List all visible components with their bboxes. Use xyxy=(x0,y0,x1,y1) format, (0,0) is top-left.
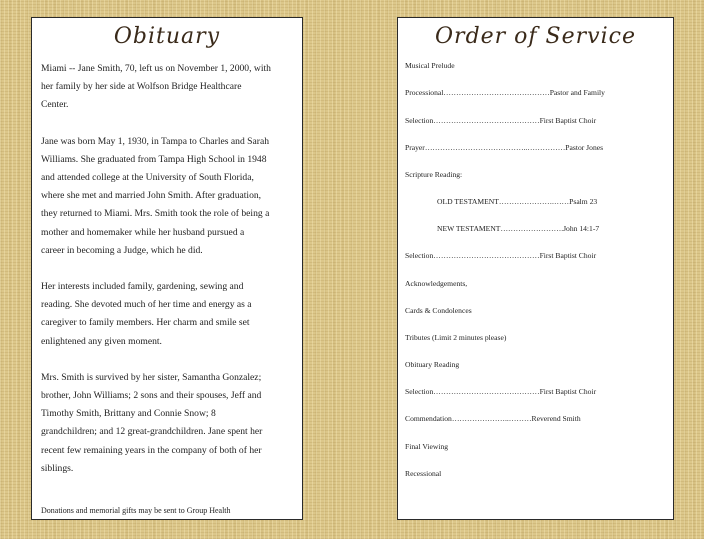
service-item-recessional: Recessional xyxy=(405,469,442,478)
text-line: and attended college at the University of South Florida, xyxy=(41,172,254,184)
text-line: they returned to Miami. Mrs. Smith took the role of being a xyxy=(41,208,270,220)
order-of-service-panel xyxy=(397,17,674,520)
text-line: Williams. She graduated from Tampa High School in 1948 xyxy=(41,153,267,165)
service-item-tributes: Tributes (Limit 2 minutes please) xyxy=(405,333,507,342)
service-item-selection-2: Selection……………………………………First Baptist Choir xyxy=(405,251,597,260)
text-line: brother, John Williams; 2 sons and their spouses, Jeff and xyxy=(41,390,262,402)
donations-note: Donations and memorial gifts may be sent to Group Health xyxy=(41,506,231,515)
text-line: Mrs. Smith is survived by her sister, Samantha Gonzalez; xyxy=(41,371,262,383)
service-item-processional: Processional……………………………………Pastor and Family xyxy=(405,88,605,97)
service-item-obituary-reading: Obituary Reading xyxy=(405,360,460,369)
obituary-title: Obituary xyxy=(113,24,221,49)
service-item-new-testament: NEW TESTAMENT…………………….John 14:1-7 xyxy=(437,224,600,233)
text-line: caregiver to family members. Her charm and smile set xyxy=(41,317,250,329)
service-item-scripture-reading: Scripture Reading: xyxy=(405,170,463,179)
text-line: Timothy Smith, Brittany and Connie Snow; 8 xyxy=(41,408,216,420)
text-line: her family by her side at Wolfson Bridge Healthcare xyxy=(41,81,242,93)
text-line: where she met and married John Smith. After graduation, xyxy=(41,190,262,202)
order-of-service-title: Order of Service xyxy=(435,24,636,49)
text-line: recent few remaining years in the company of both of her xyxy=(41,444,262,456)
service-item-musical-prelude: Musical Prelude xyxy=(405,61,455,70)
text-line: reading. She devoted much of her time and energy as a xyxy=(41,299,252,311)
service-item-commendation: Commendation…………………..………Reverend Smith xyxy=(405,414,581,423)
service-item-final-viewing: Final Viewing xyxy=(405,442,449,451)
service-item-selection-1: Selection……………………………………First Baptist Choir xyxy=(405,116,597,125)
text-line: grandchildren; and 12 great-grandchildren. Jane spent her xyxy=(41,426,263,438)
obituary-paragraph-4 xyxy=(41,369,294,478)
obituary-panel xyxy=(31,17,303,520)
service-item-old-testament: OLD TESTAMENT………………….……Psalm 23 xyxy=(437,197,598,206)
text-line: career in becoming a Judge, which he did. xyxy=(41,244,203,256)
service-item-acknowledgements: Acknowledgements, xyxy=(405,279,468,288)
text-line: Miami -- Jane Smith, 70, left us on November 1, 2000, with xyxy=(41,63,271,74)
obituary-paragraph-3 xyxy=(41,278,294,351)
text-line: Center. xyxy=(41,99,69,111)
obituary-body xyxy=(41,60,294,478)
obituary-paragraph-1 xyxy=(41,60,294,115)
service-item-cards-condolences: Cards & Condolences xyxy=(405,306,472,315)
service-item-selection-3: Selection……………………………………First Baptist Choir xyxy=(405,387,597,396)
text-line: enlightened any given moment. xyxy=(41,335,162,347)
obituary-paragraph-2 xyxy=(41,133,294,260)
text-line: Her interests included family, gardening, sewing and xyxy=(41,281,244,293)
text-line: siblings. xyxy=(41,462,74,474)
text-line: Jane was born May 1, 1930, in Tampa to Charles and Sarah xyxy=(41,135,270,147)
text-line: mother and homemaker while her husband pursued a xyxy=(41,226,245,238)
service-item-prayer: Prayer…………………………………..……………Pastor Jones xyxy=(405,143,604,152)
